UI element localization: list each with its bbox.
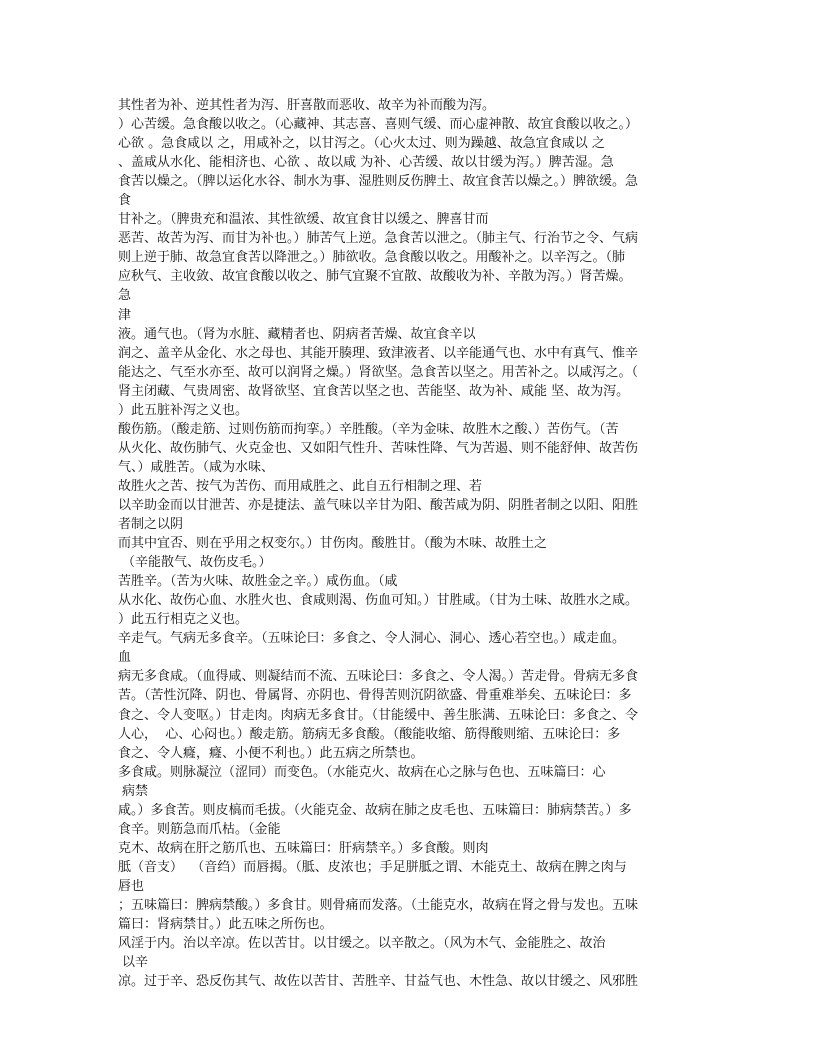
text-line: ；五味篇曰：脾病禁酸。）多食甘。则骨痛而发落。（土能克水，故病在肾之骨与发也。五味	[118, 897, 639, 913]
text-line: 病禁	[122, 783, 149, 799]
text-line: 应秋气、主收敛、故宜食酸以收之、肺气宜聚不宜散、故酸收为补、辛散为泻。）肾苦燥。	[118, 269, 632, 285]
text-line: 食之、令人癃，癃、小便不利也。）此五病之所禁也。	[118, 745, 424, 761]
text-line: 辛走气。气病无多食辛。（五味论曰：多食之、令人洞心、洞心、透心若空也。）咸走血。	[118, 631, 626, 647]
text-line: ）此五行相克之义也。	[118, 612, 249, 628]
text-line: 唇也	[118, 878, 145, 894]
text-line: 以辛	[122, 955, 149, 971]
text-line: 恶苦、故苦为泻、而甘为补也。）肺苦气上逆。急食苦以泄之。（肺主气、行治节之令、气病	[118, 231, 639, 247]
text-line: 则上逆于肺、故急宜食苦以降泄之。）肺欲收。急食酸以收之。用酸补之。以辛泻之。（肺	[118, 250, 626, 266]
text-line: 血	[118, 650, 132, 666]
text-line: 苦。（苦性沉降、阴也、骨属肾、亦阴也、骨得苦则沉阴欲盛、骨重难举矣、五味论曰：多	[118, 688, 632, 704]
text-line: 凉。过于辛、恐反伤其气、故佐以苦甘、苦胜辛、甘益气也、木性急、故以甘缓之、风邪胜	[118, 974, 639, 990]
text-line: 津	[118, 307, 132, 323]
text-line: 酸伤筋。（酸走筋、过则伤筋而拘挛。）辛胜酸。（辛为金味、故胜木之酸、）苦伤气。（苦	[118, 421, 619, 437]
text-line: （辛能散气、故伤皮毛。）	[122, 555, 272, 571]
text-line: 多食咸。则脉凝泣（涩同）而变色。（水能克火、故病在心之脉与色也、五味篇曰：心	[118, 764, 606, 780]
text-line: ）心苦缓。急食酸以收之。（心藏神、其志喜、喜则气缓、而心虚神散、故宜食酸以收之。）	[118, 117, 639, 133]
text-line: 食之、令人变呕。）甘走肉。肉病无多食甘。（甘能缓中、善生胀满、五味论曰：多食之、令	[118, 707, 639, 723]
text-line: 故胜火之苦、按气为苦伤、而用咸胜之、此自五行相制之理、若	[118, 478, 483, 494]
text-line: 而其中宜否、则在乎用之权变尔。）甘伤肉。酸胜甘。（酸为木味、故胜土之	[118, 536, 548, 552]
text-line: 食辛。则筋急而爪枯。（金能	[118, 821, 281, 837]
text-line: 者制之以阴	[118, 517, 184, 533]
text-line: 胝（音支） （音绉）而唇揭。（胝、皮浓也；手足胼胝之谓、木能克土、故病在脾之肉与	[118, 859, 627, 875]
text-line: 心欲 。急食咸以 之，用咸补之，以甘泻之。（心火太过、则为躁越、故急宜食咸以 之	[118, 136, 605, 152]
document-page	[118, 96, 690, 991]
text-line: 液。通气也。（肾为水脏、藏精者也、阴病者苦燥、故宜食辛以	[118, 326, 476, 342]
text-line: 以辛助金而以甘泄苦、亦是捷法、盖气味以辛甘为阳、酸苦咸为阴、阴胜者制之以阳、阳胜	[118, 497, 639, 513]
text-line: 病无多食咸。（血得咸、则凝结而不流、五味论曰：多食之、令人渴。）苦走骨。骨病无多食	[118, 669, 639, 685]
text-line: 肾主闭藏、气贵周密、故肾欲坚、宜食苦以坚之也、苦能坚、故为补、咸能 坚、故为泻。	[118, 383, 630, 399]
text-line: 润之、盖辛从金化、水之母也、其能开腠理、致津液者、以辛能通气也、水中有真气、惟辛	[118, 345, 639, 361]
text-line: 克木、故病在肝之筋爪也、五味篇曰：肝病禁辛。）多食酸。则肉	[118, 840, 489, 856]
text-line: 甘补之。（脾贵充和温浓、其性欲缓、故宜食甘以缓之、脾喜甘而	[118, 212, 489, 228]
text-line: 其性者为补、逆其性者为泻、肝喜散而恶收、故辛为补而酸为泻。	[118, 98, 496, 113]
text-line: 气、）咸胜苦。（咸为水味、	[118, 459, 275, 475]
text-line: 急	[118, 288, 132, 304]
text-line: 能达之、气至水亦至、故可以润肾之燥。）肾欲坚。急食苦以坚之。用苦补之。以咸泻之。（	[118, 364, 639, 380]
text-line: 咸。）多食苦。则皮槁而毛拔。（火能克金、故病在肺之皮毛也、五味篇曰：肺病禁苦。）多	[118, 802, 632, 818]
text-line: 风淫于内。治以辛凉。佐以苦甘。以甘缓之。以辛散之。（风为木气、金能胜之、故治	[118, 936, 606, 952]
text-line: 从火化、故伤肺气、火克金也、又如阳气性升、苦味性降、气为苦遏、则不能舒伸、故苦伤	[118, 440, 639, 456]
text-line: ）此五脏补泻之义也。	[118, 402, 249, 418]
text-line: 食	[118, 193, 132, 209]
text-line: 从水化、故伤心血、水胜火也、食咸则渴、伤血可知。）甘胜咸。（甘为土味、故胜水之咸。	[118, 593, 639, 609]
text-line: 、盖咸从水化、能相济也、心欲 、故以咸 为补、心苦缓、故以甘缓为泻。）脾苦湿。急	[118, 155, 614, 171]
text-line: 苦胜辛。（苦为火味、故胜金之辛。）咸伤血。（咸	[118, 574, 398, 590]
text-line: 篇曰：肾病禁甘。）此五味之所伤也。	[118, 917, 333, 933]
text-line: 人心， 心、心闷也。）酸走筋。筋病无多食酸。（酸能收缩、筋得酸则缩、五味论曰：多	[118, 726, 621, 742]
text-line: 食苦以燥之。（脾以运化水谷、制水为事、湿胜则反伤脾土、故宜食苦以燥之。）脾欲缓。急	[118, 174, 639, 190]
